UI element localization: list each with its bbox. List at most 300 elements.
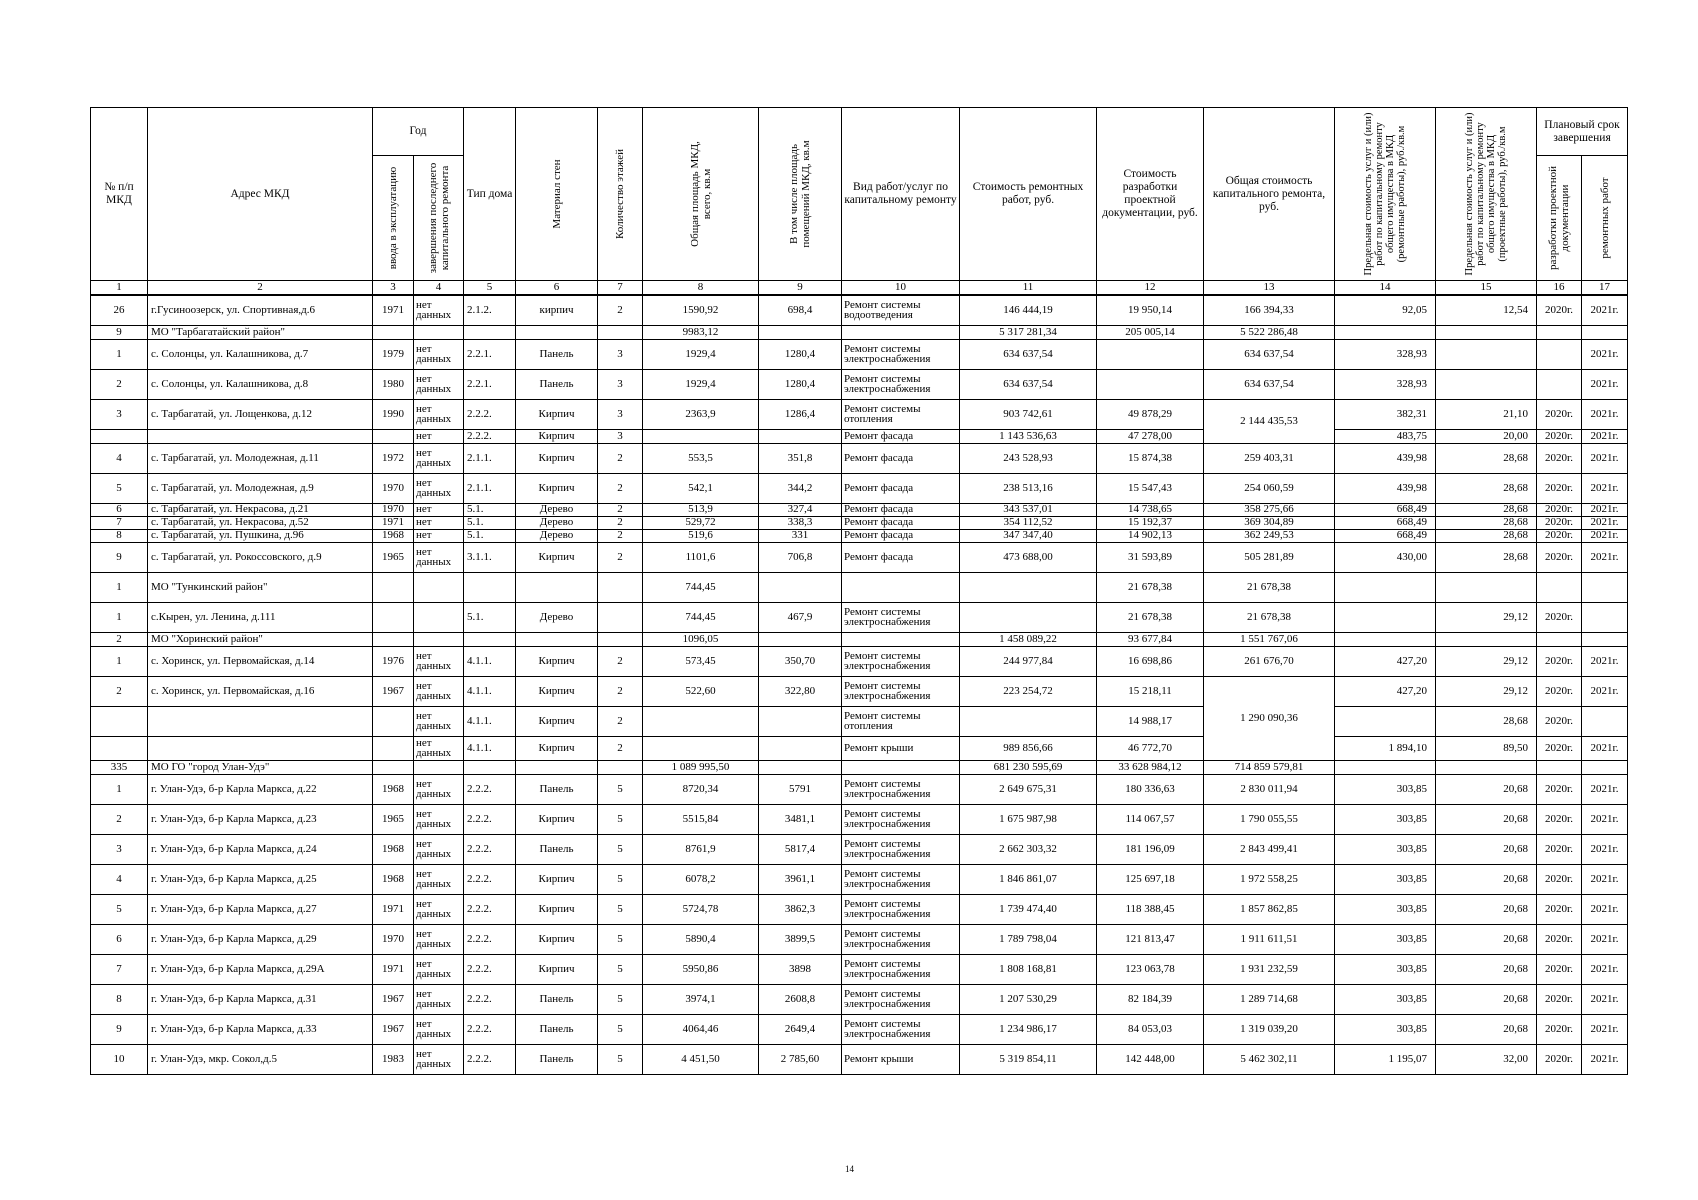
deadline-design-cell: 2020г.: [1537, 399, 1582, 429]
design-cost-cell: 82 184,39: [1097, 984, 1204, 1014]
limit-repair-cell: 303,85: [1335, 774, 1436, 804]
column-number: 7: [598, 281, 643, 296]
total-area-cell: [643, 429, 759, 443]
floors-cell: [598, 632, 643, 646]
design-cost-cell: 49 878,29: [1097, 399, 1204, 429]
deadline-repair-cell: [1582, 632, 1628, 646]
wall-material-cell: Кирпич: [516, 894, 598, 924]
premises-area-cell: 2649,4: [759, 1014, 842, 1044]
repair-cost-cell: 473 688,00: [960, 542, 1097, 572]
limit-design-cell: 20,68: [1436, 984, 1537, 1014]
year-commission-cell: 1967: [373, 1014, 414, 1044]
wall-material-cell: Кирпич: [516, 736, 598, 760]
deadline-design-cell: 2020г.: [1537, 984, 1582, 1014]
deadline-repair-cell: [1582, 602, 1628, 632]
year-commission-cell: 1976: [373, 646, 414, 676]
row-number-cell: 3: [91, 399, 148, 429]
limit-design-cell: 28,68: [1436, 516, 1537, 529]
header-limit-design: Предельная стоимость услуг и (или) работ по капитальному ремонту общего имущества в МКД (проектные работы), руб./кв.м: [1436, 108, 1537, 281]
floors-cell: 5: [598, 1044, 643, 1074]
design-cost-cell: 15 874,38: [1097, 443, 1204, 473]
floors-cell: 5: [598, 984, 643, 1014]
table-row: [91, 473, 1628, 503]
floors-cell: 2: [598, 529, 643, 542]
limit-repair-cell: [1335, 706, 1436, 736]
header-year: Год: [373, 108, 464, 156]
column-number: 9: [759, 281, 842, 296]
deadline-repair-cell: 2021г.: [1582, 774, 1628, 804]
deadline-design-cell: 2020г.: [1537, 774, 1582, 804]
header-deadline: Плановый срок завершения: [1537, 108, 1628, 156]
design-cost-cell: [1097, 369, 1204, 399]
work-type-cell: Ремонт фасада: [842, 516, 960, 529]
total-area-cell: 553,5: [643, 443, 759, 473]
row-number-cell: 3: [91, 834, 148, 864]
row-number-cell: 2: [91, 369, 148, 399]
row-number-cell: 2: [91, 632, 148, 646]
total-cost-cell: 505 281,89: [1204, 542, 1335, 572]
year-last-repair-cell: нет: [414, 529, 464, 542]
limit-repair-cell: [1335, 760, 1436, 774]
table-row: [91, 429, 1628, 443]
deadline-repair-cell: 2021г.: [1582, 646, 1628, 676]
year-commission-cell: 1980: [373, 369, 414, 399]
limit-design-cell: 28,68: [1436, 542, 1537, 572]
limit-repair-cell: [1335, 325, 1436, 339]
work-type-cell: [842, 632, 960, 646]
year-commission-cell: 1979: [373, 339, 414, 369]
house-type-cell: 2.2.2.: [464, 864, 516, 894]
deadline-repair-cell: 2021г.: [1582, 954, 1628, 984]
year-last-repair-cell: нет данных: [414, 542, 464, 572]
year-commission-cell: 1970: [373, 473, 414, 503]
repair-cost-cell: [960, 706, 1097, 736]
total-area-cell: 5724,78: [643, 894, 759, 924]
floors-cell: 2: [598, 676, 643, 706]
address-cell: с. Солонцы, ул. Калашникова, д.7: [148, 339, 373, 369]
work-type-cell: Ремонт системы электроснабжения: [842, 676, 960, 706]
deadline-design-cell: 2020г.: [1537, 542, 1582, 572]
year-last-repair-cell: нет: [414, 503, 464, 516]
year-last-repair-cell: нет данных: [414, 443, 464, 473]
house-type-cell: 2.1.1.: [464, 443, 516, 473]
table-row: [91, 774, 1628, 804]
repair-cost-cell: 1 808 168,81: [960, 954, 1097, 984]
year-commission-cell: 1990: [373, 399, 414, 429]
deadline-design-cell: 2020г.: [1537, 834, 1582, 864]
year-last-repair-cell: [414, 572, 464, 602]
row-number-cell: 2: [91, 676, 148, 706]
year-commission-cell: 1965: [373, 542, 414, 572]
column-number: 1: [91, 281, 148, 296]
total-area-cell: 4064,46: [643, 1014, 759, 1044]
address-cell: с. Тарбагатай, ул. Молодежная, д.11: [148, 443, 373, 473]
total-cost-cell: 254 060,59: [1204, 473, 1335, 503]
deadline-repair-cell: [1582, 706, 1628, 736]
wall-material-cell: Панель: [516, 369, 598, 399]
column-number: 5: [464, 281, 516, 296]
total-cost-cell: 2 843 499,41: [1204, 834, 1335, 864]
deadline-design-cell: [1537, 572, 1582, 602]
limit-design-cell: [1436, 369, 1537, 399]
wall-material-cell: Кирпич: [516, 646, 598, 676]
premises-area-cell: [759, 760, 842, 774]
year-last-repair-cell: нет данных: [414, 894, 464, 924]
deadline-design-cell: 2020г.: [1537, 736, 1582, 760]
deadline-repair-cell: 2021г.: [1582, 984, 1628, 1014]
total-cost-cell: 1 290 090,36: [1204, 676, 1335, 760]
deadline-repair-cell: 2021г.: [1582, 473, 1628, 503]
table-row: [91, 864, 1628, 894]
limit-repair-cell: [1335, 632, 1436, 646]
house-type-cell: [464, 632, 516, 646]
floors-cell: 2: [598, 503, 643, 516]
address-cell: г. Улан-Удэ, б-р Карла Маркса, д.33: [148, 1014, 373, 1044]
work-type-cell: Ремонт системы отопления: [842, 399, 960, 429]
year-commission-cell: 1971: [373, 954, 414, 984]
header-repair-cost: Стоимость ремонтных работ, руб.: [960, 108, 1097, 281]
header-number: № п/п МКД: [91, 108, 148, 281]
year-last-repair-cell: нет данных: [414, 706, 464, 736]
year-commission-cell: [373, 706, 414, 736]
deadline-design-cell: [1537, 339, 1582, 369]
year-last-repair-cell: нет данных: [414, 736, 464, 760]
limit-repair-cell: 303,85: [1335, 924, 1436, 954]
premises-area-cell: [759, 632, 842, 646]
limit-repair-cell: 303,85: [1335, 1014, 1436, 1044]
deadline-design-cell: [1537, 632, 1582, 646]
address-cell: с. Тарбагатай, ул. Лощенкова, д.12: [148, 399, 373, 429]
floors-cell: 2: [598, 646, 643, 676]
deadline-repair-cell: 2021г.: [1582, 399, 1628, 429]
floors-cell: 3: [598, 399, 643, 429]
limit-repair-cell: 92,05: [1335, 295, 1436, 325]
premises-area-cell: [759, 429, 842, 443]
house-type-cell: 4.1.1.: [464, 736, 516, 760]
premises-area-cell: 344,2: [759, 473, 842, 503]
floors-cell: 2: [598, 473, 643, 503]
year-last-repair-cell: нет данных: [414, 369, 464, 399]
header-year-last-repair: завершения последнего капитального ремонта: [414, 156, 464, 281]
premises-area-cell: 706,8: [759, 542, 842, 572]
header-work-type: Вид работ/услуг по капитальному ремонту: [842, 108, 960, 281]
year-commission-cell: 1970: [373, 503, 414, 516]
page-number: 14: [845, 1164, 854, 1174]
total-area-cell: 6078,2: [643, 864, 759, 894]
repair-cost-cell: 2 662 303,32: [960, 834, 1097, 864]
total-area-cell: 1590,92: [643, 295, 759, 325]
total-area-cell: 8720,34: [643, 774, 759, 804]
floors-cell: 5: [598, 834, 643, 864]
limit-repair-cell: 439,98: [1335, 473, 1436, 503]
wall-material-cell: Дерево: [516, 503, 598, 516]
total-cost-cell: 166 394,33: [1204, 295, 1335, 325]
wall-material-cell: Панель: [516, 1044, 598, 1074]
house-type-cell: 4.1.1.: [464, 676, 516, 706]
repair-cost-cell: [960, 602, 1097, 632]
column-number: 8: [643, 281, 759, 296]
total-area-cell: 5515,84: [643, 804, 759, 834]
total-cost-cell: 21 678,38: [1204, 602, 1335, 632]
floors-cell: 3: [598, 369, 643, 399]
deadline-repair-cell: 2021г.: [1582, 429, 1628, 443]
address-cell: [148, 736, 373, 760]
limit-design-cell: 29,12: [1436, 602, 1537, 632]
premises-area-cell: 2 785,60: [759, 1044, 842, 1074]
deadline-design-cell: [1537, 369, 1582, 399]
wall-material-cell: Панель: [516, 1014, 598, 1044]
total-area-cell: 5890,4: [643, 924, 759, 954]
wall-material-cell: [516, 572, 598, 602]
row-number-cell: 1: [91, 646, 148, 676]
address-cell: МО ГО "город Улан-Удэ": [148, 760, 373, 774]
floors-cell: 2: [598, 542, 643, 572]
total-cost-cell: 5 462 302,11: [1204, 1044, 1335, 1074]
column-number: 17: [1582, 281, 1628, 296]
work-type-cell: Ремонт системы электроснабжения: [842, 834, 960, 864]
premises-area-cell: 1280,4: [759, 339, 842, 369]
design-cost-cell: 93 677,84: [1097, 632, 1204, 646]
header-deadline-repair: ремонтных работ: [1582, 156, 1628, 281]
deadline-repair-cell: 2021г.: [1582, 503, 1628, 516]
wall-material-cell: Панель: [516, 774, 598, 804]
address-cell: с.Кырен, ул. Ленина, д.111: [148, 602, 373, 632]
row-number-cell: 335: [91, 760, 148, 774]
total-area-cell: 1929,4: [643, 339, 759, 369]
table-row: [91, 736, 1628, 760]
premises-area-cell: 351,8: [759, 443, 842, 473]
limit-repair-cell: 328,93: [1335, 339, 1436, 369]
repair-cost-cell: 223 254,72: [960, 676, 1097, 706]
total-area-cell: 522,60: [643, 676, 759, 706]
work-type-cell: Ремонт системы электроснабжения: [842, 924, 960, 954]
limit-repair-cell: 382,31: [1335, 399, 1436, 429]
work-type-cell: Ремонт системы электроснабжения: [842, 646, 960, 676]
floors-cell: 5: [598, 924, 643, 954]
row-number-cell: 9: [91, 325, 148, 339]
table-row: [91, 295, 1628, 325]
column-number: 2: [148, 281, 373, 296]
capital-repair-table: [90, 107, 1628, 1075]
wall-material-cell: Панель: [516, 339, 598, 369]
work-type-cell: Ремонт фасада: [842, 529, 960, 542]
year-last-repair-cell: нет: [414, 516, 464, 529]
premises-area-cell: 3899,5: [759, 924, 842, 954]
year-commission-cell: 1983: [373, 1044, 414, 1074]
house-type-cell: 2.2.1.: [464, 369, 516, 399]
work-type-cell: [842, 325, 960, 339]
total-cost-cell: 1 319 039,20: [1204, 1014, 1335, 1044]
design-cost-cell: [1097, 339, 1204, 369]
floors-cell: [598, 572, 643, 602]
limit-design-cell: [1436, 632, 1537, 646]
design-cost-cell: 47 278,00: [1097, 429, 1204, 443]
premises-area-cell: 467,9: [759, 602, 842, 632]
year-last-repair-cell: нет данных: [414, 924, 464, 954]
address-cell: МО "Тункинский район": [148, 572, 373, 602]
column-number: 6: [516, 281, 598, 296]
deadline-repair-cell: 2021г.: [1582, 834, 1628, 864]
address-cell: [148, 429, 373, 443]
total-area-cell: 5950,86: [643, 954, 759, 984]
work-type-cell: Ремонт системы электроснабжения: [842, 894, 960, 924]
premises-area-cell: 350,70: [759, 646, 842, 676]
table-row: [91, 646, 1628, 676]
limit-design-cell: 28,68: [1436, 529, 1537, 542]
total-cost-cell: 261 676,70: [1204, 646, 1335, 676]
deadline-design-cell: 2020г.: [1537, 706, 1582, 736]
work-type-cell: Ремонт системы электроснабжения: [842, 602, 960, 632]
wall-material-cell: Кирпич: [516, 542, 598, 572]
repair-cost-cell: 1 234 986,17: [960, 1014, 1097, 1044]
limit-design-cell: 12,54: [1436, 295, 1537, 325]
wall-material-cell: [516, 325, 598, 339]
work-type-cell: [842, 760, 960, 774]
header-design-cost: Стоимость разработки проектной документации, руб.: [1097, 108, 1204, 281]
wall-material-cell: Дерево: [516, 516, 598, 529]
row-number-cell: 1: [91, 572, 148, 602]
year-commission-cell: [373, 736, 414, 760]
design-cost-cell: 142 448,00: [1097, 1044, 1204, 1074]
limit-design-cell: 20,68: [1436, 1014, 1537, 1044]
wall-material-cell: Панель: [516, 984, 598, 1014]
year-last-repair-cell: нет данных: [414, 646, 464, 676]
row-number-cell: 6: [91, 503, 148, 516]
house-type-cell: 5.1.: [464, 516, 516, 529]
repair-cost-cell: 354 112,52: [960, 516, 1097, 529]
row-number-cell: 4: [91, 864, 148, 894]
column-number-row: [91, 281, 1628, 296]
design-cost-cell: 31 593,89: [1097, 542, 1204, 572]
premises-area-cell: 5817,4: [759, 834, 842, 864]
wall-material-cell: Кирпич: [516, 399, 598, 429]
total-area-cell: 1096,05: [643, 632, 759, 646]
work-type-cell: Ремонт системы электроснабжения: [842, 774, 960, 804]
year-last-repair-cell: [414, 632, 464, 646]
deadline-design-cell: 2020г.: [1537, 864, 1582, 894]
design-cost-cell: 14 738,65: [1097, 503, 1204, 516]
year-last-repair-cell: нет данных: [414, 473, 464, 503]
year-commission-cell: 1971: [373, 295, 414, 325]
work-type-cell: Ремонт фасада: [842, 473, 960, 503]
wall-material-cell: Кирпич: [516, 429, 598, 443]
premises-area-cell: [759, 325, 842, 339]
limit-design-cell: 20,68: [1436, 954, 1537, 984]
header-year-commission: ввода в эксплуатацию: [373, 156, 414, 281]
total-cost-cell: 1 911 611,51: [1204, 924, 1335, 954]
floors-cell: 5: [598, 1014, 643, 1044]
deadline-design-cell: 2020г.: [1537, 443, 1582, 473]
floors-cell: 2: [598, 736, 643, 760]
limit-design-cell: 20,68: [1436, 864, 1537, 894]
repair-cost-cell: 244 977,84: [960, 646, 1097, 676]
premises-area-cell: [759, 736, 842, 760]
address-cell: с. Тарбагатай, ул. Молодежная, д.9: [148, 473, 373, 503]
row-number-cell: 2: [91, 804, 148, 834]
floors-cell: [598, 602, 643, 632]
limit-design-cell: 28,68: [1436, 706, 1537, 736]
deadline-repair-cell: 2021г.: [1582, 894, 1628, 924]
deadline-repair-cell: 2021г.: [1582, 516, 1628, 529]
total-area-cell: 573,45: [643, 646, 759, 676]
row-number-cell: 5: [91, 894, 148, 924]
wall-material-cell: Дерево: [516, 602, 598, 632]
total-cost-cell: 362 249,53: [1204, 529, 1335, 542]
deadline-design-cell: 2020г.: [1537, 1014, 1582, 1044]
deadline-design-cell: 2020г.: [1537, 894, 1582, 924]
repair-cost-cell: 1 739 474,40: [960, 894, 1097, 924]
row-number-cell: 1: [91, 602, 148, 632]
deadline-repair-cell: 2021г.: [1582, 924, 1628, 954]
limit-repair-cell: 303,85: [1335, 834, 1436, 864]
limit-design-cell: 29,12: [1436, 676, 1537, 706]
year-commission-cell: 1968: [373, 529, 414, 542]
header-floors: Количество этажей: [598, 108, 643, 281]
repair-cost-cell: 2 649 675,31: [960, 774, 1097, 804]
limit-design-cell: 20,68: [1436, 804, 1537, 834]
table-row: [91, 443, 1628, 473]
wall-material-cell: Кирпич: [516, 676, 598, 706]
table-row: [91, 529, 1628, 542]
house-type-cell: 2.2.2.: [464, 804, 516, 834]
floors-cell: [598, 325, 643, 339]
limit-design-cell: 89,50: [1436, 736, 1537, 760]
deadline-design-cell: 2020г.: [1537, 804, 1582, 834]
floors-cell: 2: [598, 706, 643, 736]
floors-cell: 5: [598, 954, 643, 984]
premises-area-cell: 322,80: [759, 676, 842, 706]
year-last-repair-cell: нет данных: [414, 834, 464, 864]
house-type-cell: 2.2.2.: [464, 399, 516, 429]
repair-cost-cell: 903 742,61: [960, 399, 1097, 429]
repair-cost-cell: 634 637,54: [960, 339, 1097, 369]
floors-cell: 5: [598, 894, 643, 924]
limit-design-cell: [1436, 572, 1537, 602]
table-row: [91, 676, 1628, 706]
total-cost-cell: 358 275,66: [1204, 503, 1335, 516]
year-last-repair-cell: нет данных: [414, 804, 464, 834]
work-type-cell: Ремонт системы водоотведения: [842, 295, 960, 325]
total-cost-cell: 634 637,54: [1204, 369, 1335, 399]
work-type-cell: Ремонт крыши: [842, 736, 960, 760]
total-cost-cell: 2 830 011,94: [1204, 774, 1335, 804]
district-subtotal-row: [91, 632, 1628, 646]
total-area-cell: 9983,12: [643, 325, 759, 339]
total-cost-cell: 1 790 055,55: [1204, 804, 1335, 834]
design-cost-cell: 14 902,13: [1097, 529, 1204, 542]
work-type-cell: Ремонт крыши: [842, 1044, 960, 1074]
deadline-repair-cell: 2021г.: [1582, 1014, 1628, 1044]
year-last-repair-cell: нет данных: [414, 295, 464, 325]
premises-area-cell: [759, 572, 842, 602]
limit-repair-cell: 303,85: [1335, 894, 1436, 924]
row-number-cell: 4: [91, 443, 148, 473]
deadline-design-cell: 2020г.: [1537, 676, 1582, 706]
deadline-design-cell: 2020г.: [1537, 503, 1582, 516]
table-row: [91, 894, 1628, 924]
year-commission-cell: 1970: [373, 924, 414, 954]
house-type-cell: 2.2.2.: [464, 774, 516, 804]
address-cell: с. Тарбагатай, ул. Рокоссовского, д.9: [148, 542, 373, 572]
limit-repair-cell: 483,75: [1335, 429, 1436, 443]
deadline-design-cell: 2020г.: [1537, 954, 1582, 984]
deadline-repair-cell: 2021г.: [1582, 736, 1628, 760]
house-type-cell: [464, 325, 516, 339]
header-total-area: Общая площадь МКД, всего, кв.м: [643, 108, 759, 281]
address-cell: [148, 706, 373, 736]
floors-cell: 3: [598, 339, 643, 369]
total-area-cell: 744,45: [643, 602, 759, 632]
